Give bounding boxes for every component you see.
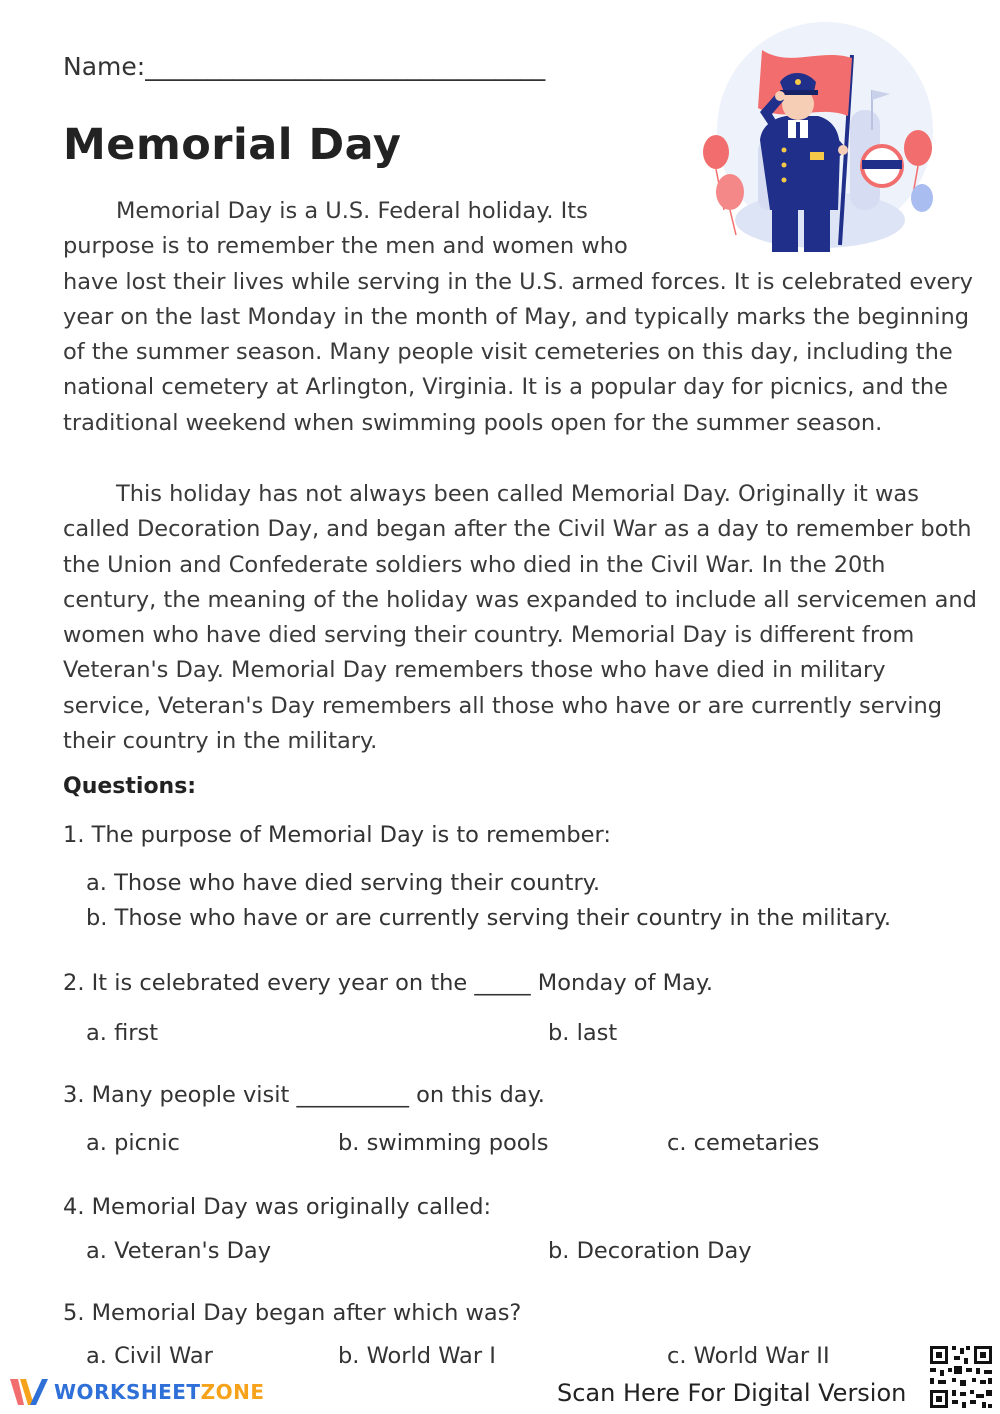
- name-blank[interactable]: ________________________________: [145, 52, 546, 81]
- passage-line: Veteran's Day. Memorial Day remembers those who have died in military: [63, 657, 886, 684]
- question-4-option-b[interactable]: b. Decoration Day: [548, 1238, 752, 1264]
- name-field[interactable]: [63, 52, 545, 81]
- question-5-option-a[interactable]: a. Civil War: [86, 1343, 213, 1369]
- worksheetzone-w-icon: [8, 1375, 50, 1409]
- question-2: 2. It is celebrated every year on the _____ Monday of May.: [63, 970, 714, 996]
- passage-paragraph-2: [63, 477, 977, 759]
- question-5-option-c[interactable]: c. World War II: [667, 1343, 830, 1369]
- brand-name: [54, 1380, 264, 1404]
- passage-line: traditional weekend when swimming pools open for the summer season.: [63, 409, 883, 436]
- scan-text: Scan Here For Digital Version: [557, 1379, 907, 1407]
- passage-line: the Union and Confederate soldiers who died in the Civil War. In the 20th: [63, 551, 886, 578]
- question-3: 3. Many people visit __________ on this day.: [63, 1082, 545, 1108]
- worksheetzone-logo[interactable]: [8, 1372, 264, 1412]
- passage-line: their country in the military.: [63, 728, 378, 755]
- passage-line: year on the last Monday in the month of May, and typically marks the beginning: [63, 303, 970, 330]
- questions-heading: Questions:: [63, 774, 197, 799]
- question-3-option-b[interactable]: b. swimming pools: [338, 1130, 549, 1156]
- page-title: Memorial Day: [63, 120, 402, 170]
- brand-name-part2: ZONE: [200, 1380, 265, 1404]
- passage-line: This holiday has not always been called Memorial Day. Originally it was: [116, 481, 919, 507]
- name-label: Name:: [63, 52, 146, 81]
- question-4: 4. Memorial Day was originally called:: [63, 1194, 492, 1220]
- brand-name-part1: WORKSHEET: [54, 1380, 201, 1404]
- passage-paragraph-1: [63, 194, 973, 441]
- qr-code-icon[interactable]: [926, 1342, 996, 1412]
- question-1: 1. The purpose of Memorial Day is to remember:: [63, 822, 611, 848]
- question-1-option-a[interactable]: a. Those who have died serving their country.: [86, 870, 600, 896]
- passage-line: national cemetery at Arlington, Virginia. It is a popular day for picnics, and the: [63, 374, 948, 401]
- passage-line: called Decoration Day, and began after the Civil War as a day to remember both: [63, 516, 972, 543]
- question-3-option-a[interactable]: a. picnic: [86, 1130, 180, 1156]
- passage-line: purpose is to remember the men and women who: [63, 233, 628, 260]
- question-4-option-a[interactable]: a. Veteran's Day: [86, 1238, 272, 1264]
- passage-line: century, the meaning of the holiday was expanded to include all servicemen and: [63, 586, 977, 613]
- passage-line: have lost their lives while serving in the U.S. armed forces. It is celebrated every: [63, 268, 973, 295]
- question-1-option-b[interactable]: b. Those who have or are currently serving their country in the military.: [86, 905, 891, 931]
- question-2-option-b[interactable]: b. last: [548, 1020, 618, 1046]
- question-2-option-a[interactable]: a. first: [86, 1020, 159, 1046]
- passage-line: of the summer season. Many people visit cemeteries on this day, including the: [63, 339, 953, 366]
- passage-line: service, Veteran's Day remembers all those who have or are currently serving: [63, 692, 942, 719]
- question-5-option-b[interactable]: b. World War I: [338, 1343, 496, 1369]
- passage-line: women who have died serving their country. Memorial Day is different from: [63, 622, 915, 649]
- passage-line: Memorial Day is a U.S. Federal holiday. Its: [116, 198, 588, 224]
- question-3-option-c[interactable]: c. cemetaries: [667, 1130, 820, 1156]
- question-5: 5. Memorial Day began after which was?: [63, 1300, 522, 1326]
